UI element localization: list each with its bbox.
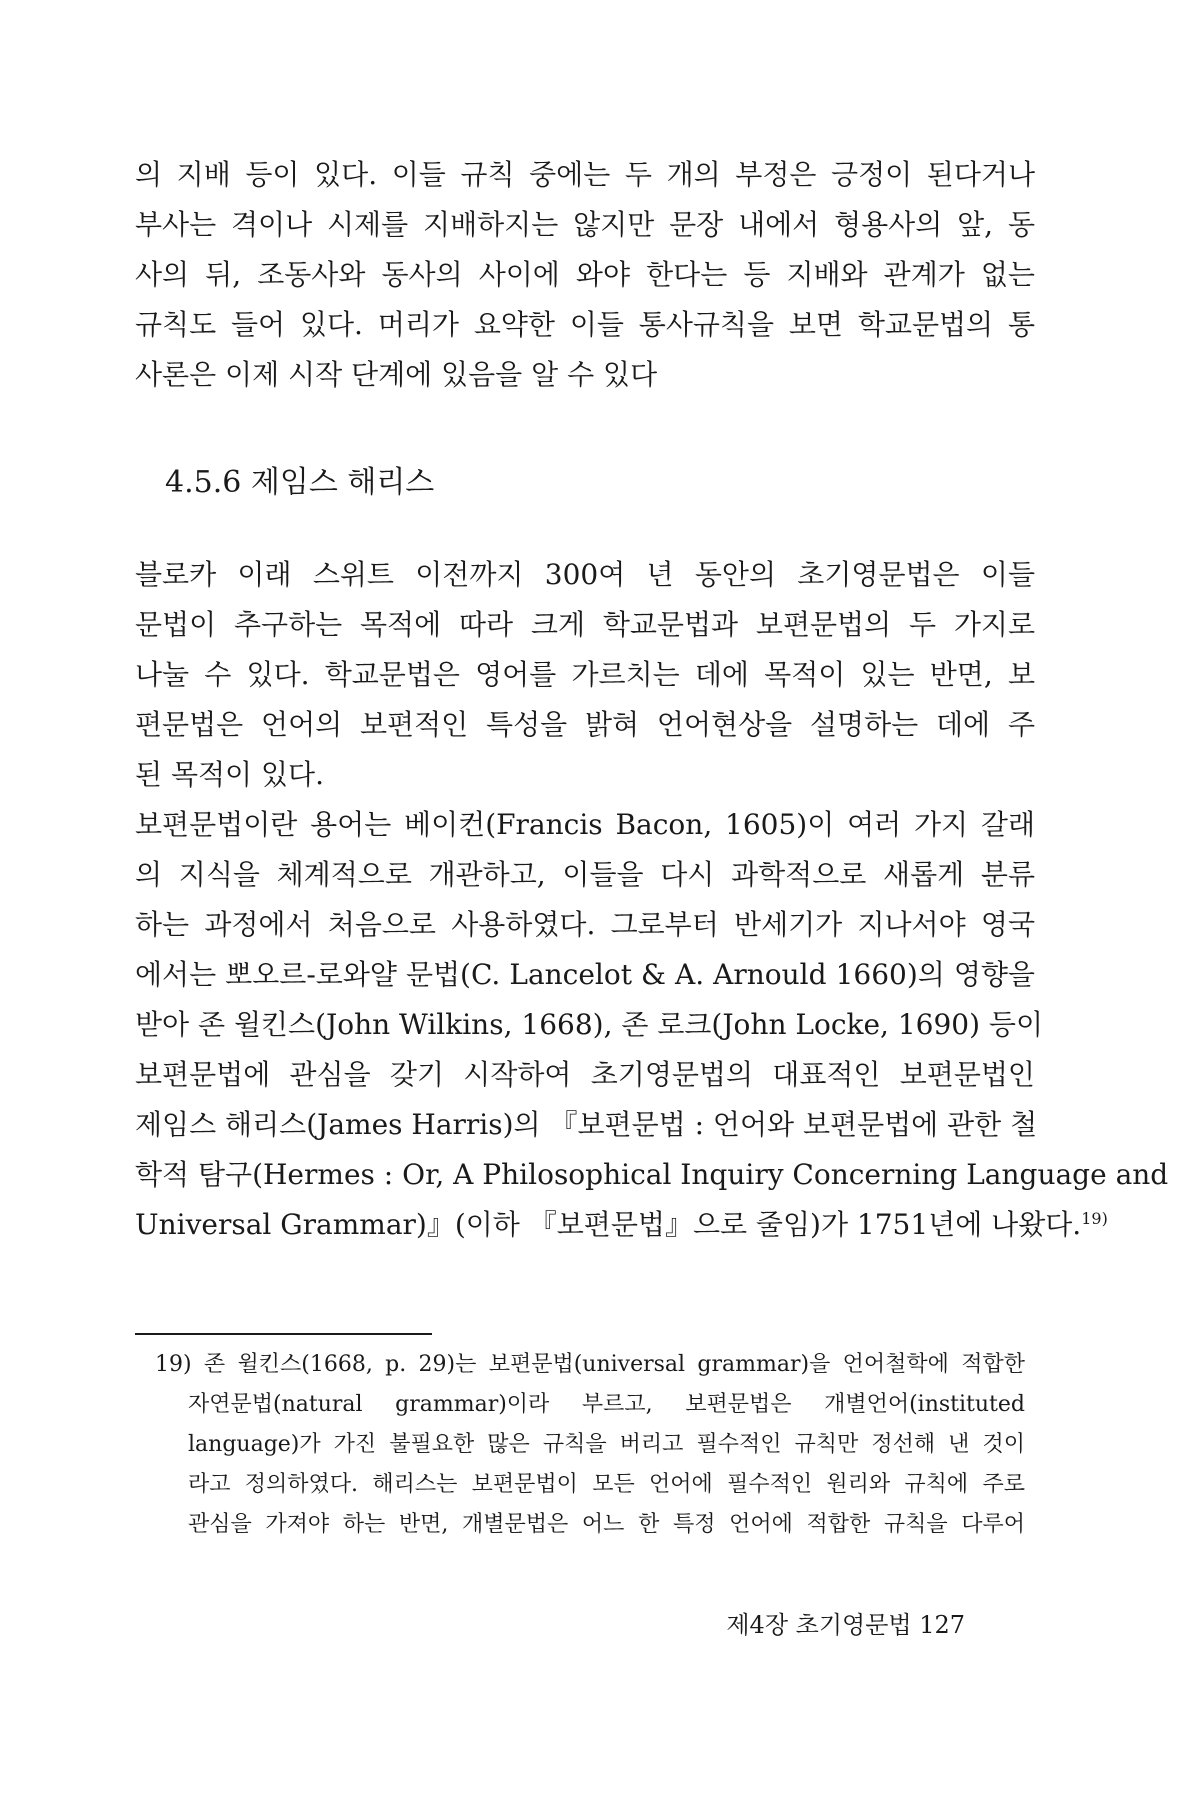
text-line: 규칙도 들어 있다. 머리가 요약한 이들 통사규칙을 보면 학교문법의 통	[135, 308, 1035, 341]
text-line: 받아 존 윌킨스(John Wilkins, 1668), 존 로크(John Locke, 1690) 등이	[135, 1008, 1044, 1041]
text-line: 의 지배 등이 있다. 이들 규칙 중에는 두 개의 부정은 긍정이 된다거나	[135, 158, 1035, 191]
text-line: 부사는 격이나 시제를 지배하지는 않지만 문장 내에서 형용사의 앞, 동	[135, 208, 1035, 241]
text-line: 하는 과정에서 처음으로 사용하였다. 그로부터 반세기가 지나서야 영국	[135, 908, 1035, 941]
text-line: 보편문법이란 용어는 베이컨(Francis Bacon, 1605)이 여러 가지 갈래	[135, 808, 1035, 841]
body-paragraph-3	[135, 800, 1169, 1250]
text-line: 된 목적이 있다.	[135, 758, 324, 791]
footnote-line: 19) 존 윌킨스(1668, p. 29)는 보편문법(universal grammar)을 언어철학에 적합한	[155, 1352, 1025, 1377]
body-paragraph-2	[135, 550, 1035, 800]
text-line: 블로카 이래 스위트 이전까지 300여 년 동안의 초기영문법은 이들	[135, 558, 1035, 591]
text-line: 학적 탐구(Hermes : Or, A Philosophical Inquiry Concerning Language and	[135, 1158, 1169, 1191]
footnote-19	[155, 1345, 1025, 1545]
body-paragraph-1	[135, 150, 1035, 400]
text-line: 편문법은 언어의 보편적인 특성을 밝혀 언어현상을 설명하는 데에 주	[135, 708, 1035, 741]
footnote-reference[interactable]: 19)	[1081, 1209, 1108, 1228]
footnote-line: language)가 가진 불필요한 많은 규칙을 버리고 필수적인 규칙만 정선해 낸 것이	[188, 1432, 1025, 1457]
text-line: Universal Grammar)』(이하 『보편문법』으로 줄임)가 1751년에 나왔다.	[135, 1208, 1082, 1241]
footnote-line: 라고 정의하였다. 해리스는 보편문법이 모든 언어에 필수적인 원리와 규칙에 주로	[188, 1472, 1025, 1497]
text-line: 사론은 이제 시작 단계에 있음을 알 수 있다	[135, 358, 658, 391]
footnote-separator	[135, 1333, 432, 1335]
page-footer: 제4장 초기영문법 127	[726, 1611, 965, 1639]
text-line: 나눌 수 있다. 학교문법은 영어를 가르치는 데에 목적이 있는 반면, 보	[135, 658, 1035, 691]
text-line: 사의 뒤, 조동사와 동사의 사이에 와야 한다는 등 지배와 관계가 없는	[135, 258, 1035, 291]
text-line: 제임스 해리스(James Harris)의 『보편문법 : 언어와 보편문법에 관한 철	[135, 1108, 1038, 1141]
text-line-with-footnote-ref	[135, 1200, 1108, 1250]
text-line: 문법이 추구하는 목적에 따라 크게 학교문법과 보편문법의 두 가지로	[135, 608, 1035, 641]
footnote-line: 관심을 가져야 하는 반면, 개별문법은 어느 한 특정 언어에 적합한 규칙을 다루어	[188, 1512, 1025, 1537]
text-line: 보편문법에 관심을 갖기 시작하여 초기영문법의 대표적인 보편문법인	[135, 1058, 1035, 1091]
text-line: 의 지식을 체계적으로 개관하고, 이들을 다시 과학적으로 새롭게 분류	[135, 858, 1035, 891]
section-heading: 4.5.6 제임스 해리스	[165, 465, 435, 500]
footnote-line: 자연문법(natural grammar)이라 부르고, 보편문법은 개별언어(instituted	[188, 1392, 1025, 1417]
text-line: 에서는 뽀오르-로와얄 문법(C. Lancelot & A. Arnould 1660)의 영향을	[135, 958, 1035, 991]
